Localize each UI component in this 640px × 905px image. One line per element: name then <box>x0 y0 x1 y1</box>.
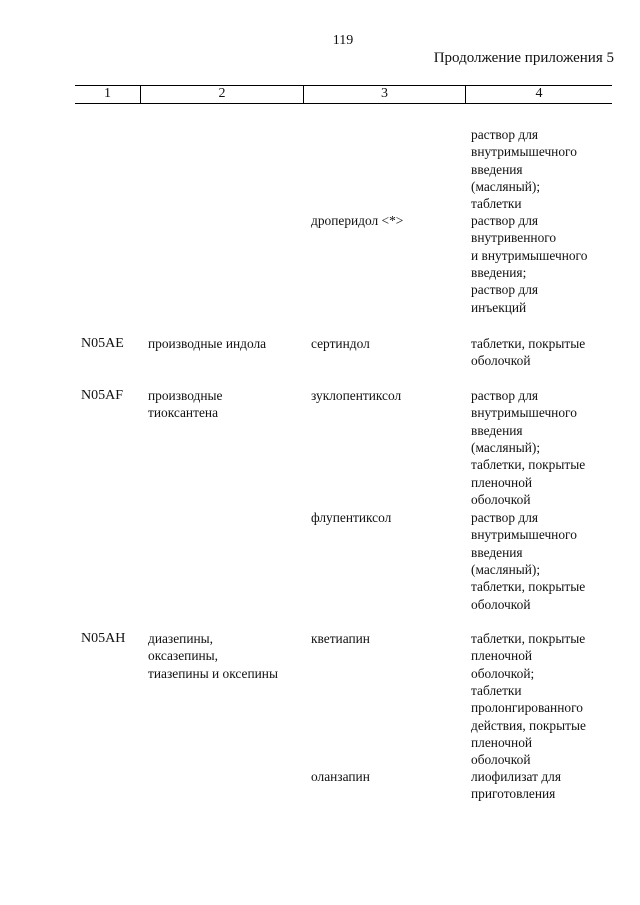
atc-code: N05AH <box>81 631 126 646</box>
dosage-form-line: таблетки, покрытые <box>471 336 586 351</box>
dosage-form-line: пленочной <box>471 648 533 664</box>
dosage-form-line: раствор для <box>471 213 539 228</box>
group-name-line: производные индола <box>148 336 267 351</box>
dosage-form-line: (масляный); <box>471 178 541 194</box>
dosage-form-line: действия, покрытые <box>471 717 586 733</box>
dosage-form-line: и внутримышечного <box>471 247 588 263</box>
dosage-form-line: пленочной <box>471 734 533 750</box>
dosage-form-line: внутримышечного <box>471 144 577 160</box>
group-name-line: оксазепины, <box>148 648 218 664</box>
dosage-form-line: оболочкой; <box>471 665 535 681</box>
dosage-form-line: пленочной <box>471 474 533 490</box>
dosage-form-line: введения; <box>471 264 527 280</box>
dosage-form-line: таблетки <box>471 196 522 212</box>
header-col-3: 3 <box>381 86 388 101</box>
dosage-form-line: внутримышечного <box>471 527 577 543</box>
dosage-form-line: внутримышечного <box>471 405 577 421</box>
drug-name: флупентиксол <box>311 510 392 525</box>
atc-code: N05AF <box>81 388 124 403</box>
dosage-form-line: введения <box>471 422 523 438</box>
group-name-line: тиоксантена <box>148 405 219 421</box>
dosage-form-line: оболочкой <box>471 752 531 768</box>
drug-name: кветиапин <box>311 631 370 646</box>
drug-name: сертиндол <box>311 336 370 351</box>
dosage-form-line: (масляный); <box>471 439 541 455</box>
dosage-form-line: введения <box>471 544 523 560</box>
dosage-form-line: оболочкой <box>471 353 531 369</box>
dosage-form-line: инъекций <box>471 299 527 315</box>
drug-name: дроперидол <*> <box>311 213 404 228</box>
group-name-line: диазепины, <box>148 631 213 646</box>
dosage-form-line: приготовления <box>471 786 556 802</box>
dosage-form-line: лиофилизат для <box>471 769 561 784</box>
header-col-4: 4 <box>535 86 543 101</box>
dosage-form-line: таблетки, покрытые <box>471 579 586 595</box>
dosage-form-line: раствор для <box>471 510 539 525</box>
group-name-line: тиазепины и оксепины <box>148 665 278 681</box>
dosage-form-line: раствор для <box>471 127 539 142</box>
dosage-form-line: введения <box>471 161 523 177</box>
dosage-form-line: таблетки, покрытые <box>471 457 586 473</box>
atc-code: N05AE <box>81 336 124 351</box>
drug-name: оланзапин <box>311 769 370 784</box>
header-col-1: 1 <box>104 86 111 101</box>
drug-name: зуклопентиксол <box>311 388 402 403</box>
header-bottom-rule <box>75 103 612 104</box>
dosage-form-line: раствор для <box>471 388 539 403</box>
dosage-form-line: пролонгированного <box>471 700 583 716</box>
dosage-form-line: таблетки <box>471 682 522 698</box>
page-number: 119 <box>332 33 354 48</box>
dosage-form-line: (масляный); <box>471 561 541 577</box>
dosage-form-line: раствор для <box>471 282 539 298</box>
header-col-2: 2 <box>218 86 226 101</box>
dosage-form-line: таблетки, покрытые <box>471 631 586 646</box>
dosage-form-line: внутривенного <box>471 230 557 246</box>
group-name-line: производные <box>148 388 223 403</box>
dosage-form-line: оболочкой <box>471 596 531 612</box>
continuation-caption: Продолжение приложения 5 <box>433 50 614 66</box>
dosage-form-line: оболочкой <box>471 491 531 507</box>
